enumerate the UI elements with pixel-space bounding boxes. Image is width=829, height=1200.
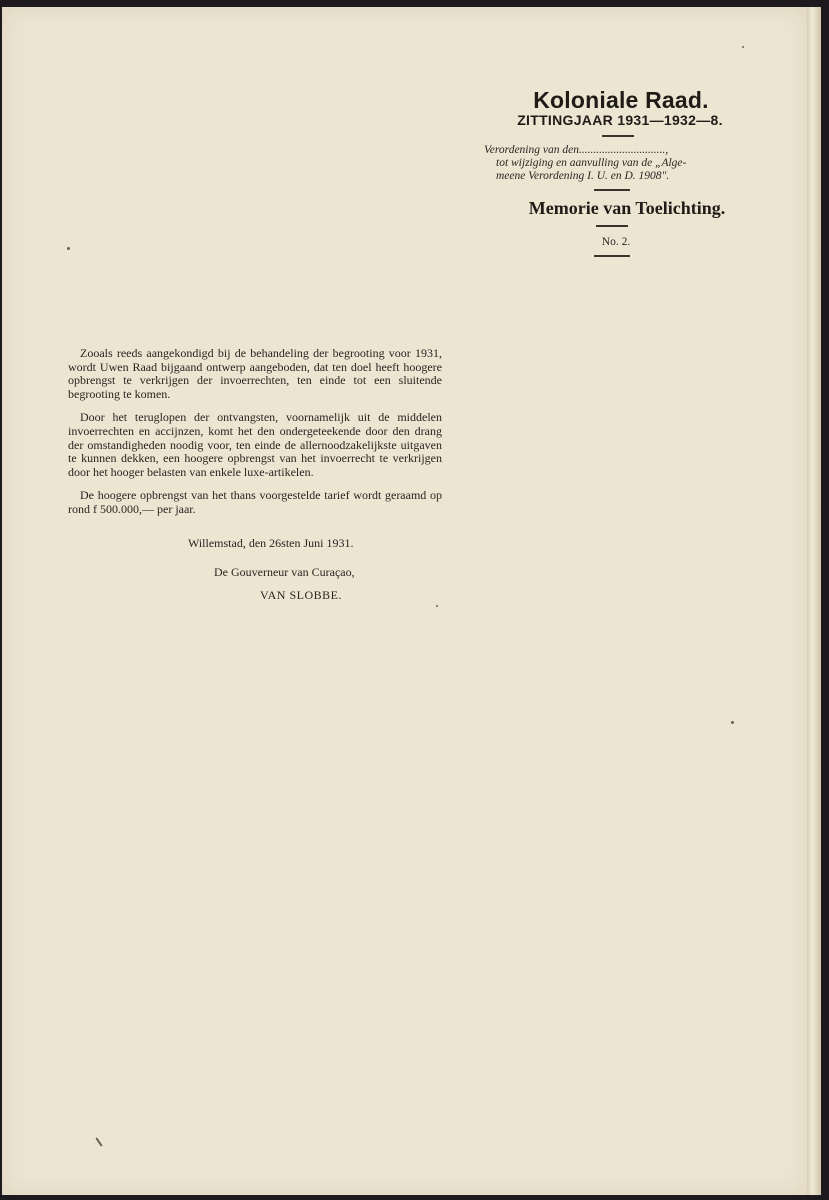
speck <box>436 605 438 607</box>
divider <box>594 255 630 257</box>
council-title: Koloniale Raad. <box>533 87 709 113</box>
document-number: No. 2. <box>601 236 631 248</box>
speck <box>742 46 744 48</box>
ordinance-line-2: tot wijziging en aanvulling van de „Alge- <box>496 157 687 169</box>
document-page <box>2 7 807 1195</box>
signatory-name: VAN SLOBBE. <box>260 588 342 602</box>
divider <box>602 135 634 137</box>
paragraph: Door het teruglopen der ontvangsten, voornamelijk uit de middelen invoerrechten en accijnzen, komt het den ondergeteekende door den drang der omstandigheden noodig voor, ten einde de allernoodzakelijkste uitgaven te kunnen dekken, een hoogere opbrengst van het invoerrecht te verkrijgen door het hooger belasten van enkele luxe-artikelen. <box>68 410 442 479</box>
paragraph: De hoogere opbrengst van het thans voorgestelde tarief wordt geraamd op rond f 500.000,— per jaar. <box>68 488 442 516</box>
divider <box>596 225 628 227</box>
speck <box>67 247 70 250</box>
place-date: Willemstad, den 26sten Juni 1931. <box>188 536 354 550</box>
memorie-heading: Memorie van Toelichting. <box>528 198 726 218</box>
ordinance-line-1: Verordening van den.............................., <box>484 144 669 156</box>
ordinance-line-3: meene Verordening I. U. en D. 1908". <box>496 170 670 182</box>
page-edge <box>807 7 821 1195</box>
speck <box>731 721 734 724</box>
session-year: ZITTINGJAAR 1931—1932—8. <box>517 112 723 128</box>
paragraph: Zooals reeds aangekondigd bij de behandeling der begrooting voor 1931, wordt Uwen Raad bijgaand ontwerp aangeboden, dat ten doel heeft hoogere opbrengst te verkrijgen der invoerrechten, ten einde tot een sluitende begrooting te komen. <box>68 346 442 401</box>
speck <box>95 1137 102 1146</box>
signatory-role: De Gouverneur van Curaçao, <box>214 565 355 579</box>
divider <box>594 189 630 191</box>
explanatory-text <box>68 347 442 527</box>
